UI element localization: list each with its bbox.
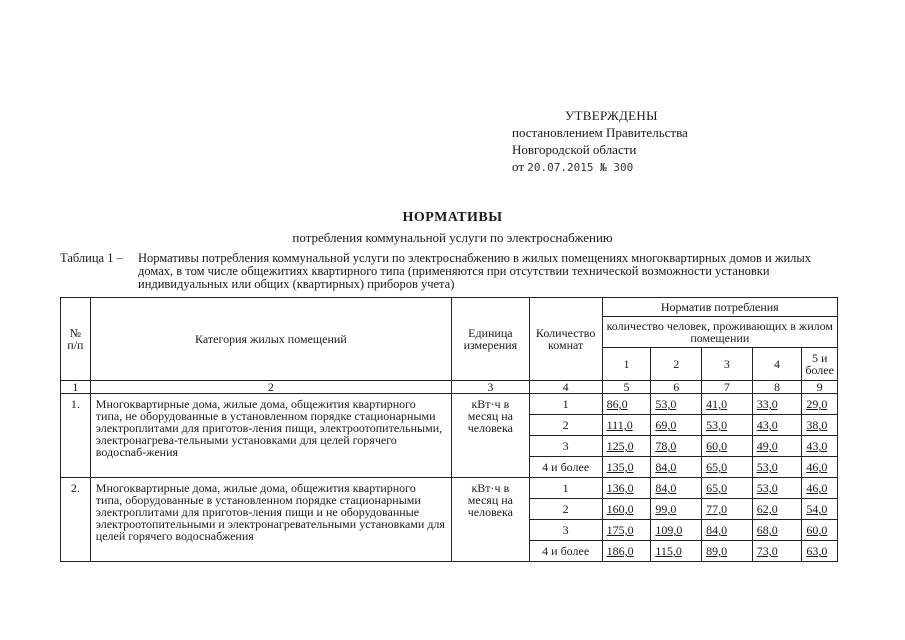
norm-value-cell: 63,0 [802,541,838,562]
norm-value-cell: 65,0 [702,478,753,499]
unit-cell: кВт·ч в месяц на человека [452,394,530,478]
norm-value-cell: 125,0 [602,436,651,457]
norm-value-cell: 109,0 [651,520,702,541]
norm-value-cell: 43,0 [802,436,838,457]
norms-table [60,297,838,562]
norm-value-cell: 53,0 [752,457,802,478]
rooms-cell: 2 [529,499,602,520]
column-number: 3 [452,381,530,394]
approval-from: от [512,159,525,174]
norm-value-cell: 49,0 [752,436,802,457]
norm-value-cell: 84,0 [651,457,702,478]
norm-value-cell: 33,0 [752,394,802,415]
unit-cell: кВт·ч в месяц на человека [452,478,530,562]
header-people-col: 4 [752,348,802,381]
column-number: 6 [651,381,702,394]
header-people-col: 3 [702,348,753,381]
norm-value-cell: 175,0 [602,520,651,541]
approval-date-number: 20.07.2015 № 300 [527,161,634,174]
norm-value-cell: 89,0 [702,541,753,562]
approval-line-region: Новгородской области [512,142,637,157]
norm-value-cell: 60,0 [802,520,838,541]
norm-value-cell: 29,0 [802,394,838,415]
norm-value-cell: 99,0 [651,499,702,520]
document-title: НОРМАТИВЫ [402,210,503,225]
norm-value-cell: 38,0 [802,415,838,436]
norm-value-cell: 41,0 [702,394,753,415]
rooms-cell: 2 [529,415,602,436]
table-caption-label: Таблица 1 – [60,251,123,265]
norm-value-cell: 46,0 [802,478,838,499]
table-row [61,478,838,499]
column-number: 8 [752,381,802,394]
norm-value-cell: 78,0 [651,436,702,457]
norm-value-cell: 77,0 [702,499,753,520]
norm-value-cell: 60,0 [702,436,753,457]
norm-value-cell: 69,0 [651,415,702,436]
norm-value-cell: 111,0 [602,415,651,436]
approval-line-government: постановлением Правительства [512,125,688,140]
rooms-cell: 1 [529,394,602,415]
header-people-col: 2 [651,348,702,381]
approval-date-line [512,158,688,176]
column-number: 4 [529,381,602,394]
approval-block [512,107,688,176]
norm-value-cell: 54,0 [802,499,838,520]
norm-value-cell: 62,0 [752,499,802,520]
rooms-cell: 4 и более [529,457,602,478]
category-cell: Многоквартирные дома, жилые дома, общежития квартирного типа, оборудованные в установленном порядке стационарными электроплитами для приготов-ления пищи и не оборудованные электроотопительными и электронагревательными установками для целей горячего водоснабжения [90,478,451,562]
norm-value-cell: 53,0 [752,478,802,499]
column-number: 7 [702,381,753,394]
row-number: 1. [61,394,91,478]
norm-value-cell: 53,0 [702,415,753,436]
norm-value-cell: 65,0 [702,457,753,478]
header-num: № п/п [61,298,91,381]
header-rooms: Количество комнат [529,298,602,381]
table-row [61,394,838,415]
norm-value-cell: 73,0 [752,541,802,562]
norm-value-cell: 86,0 [602,394,651,415]
document-subtitle: потребления коммунальной услуги по электроснабжению [292,230,613,245]
norm-value-cell: 160,0 [602,499,651,520]
column-number: 1 [61,381,91,394]
header-unit: Единица измерения [452,298,530,381]
category-cell: Многоквартирные дома, жилые дома, общежития квартирного типа, не оборудованные в установленном порядке стационарными электроплитами для приготов-ления пищи, электроотопительными, электронагрева-тельными установками для целей горячего водосnаб-жения [90,394,451,478]
norm-value-cell: 43,0 [752,415,802,436]
header-category: Категория жилых помещений [90,298,451,381]
header-norm: Норматив потребления [602,298,837,317]
table-caption-text: Нормативы потребления коммунальной услуги по электроснабжению в жилых помещениях многоквартирных домов и жилых домах, в том числе общежитиях квартирного типа (применяются при отсутствии технической возможности установки индивидуальных или общих (квартирных) приборов учета) [138,251,812,291]
row-number: 2. [61,478,91,562]
norm-value-cell: 68,0 [752,520,802,541]
column-number: 9 [802,381,838,394]
norm-value-cell: 46,0 [802,457,838,478]
norm-value-cell: 186,0 [602,541,651,562]
rooms-cell: 3 [529,520,602,541]
header-people: количество человек, проживающих в жилом помещении [602,317,837,348]
header-people-col: 1 [602,348,651,381]
rooms-cell: 3 [529,436,602,457]
norm-value-cell: 84,0 [651,478,702,499]
header-people-col: 5 и более [802,348,838,381]
norm-value-cell: 136,0 [602,478,651,499]
rooms-cell: 1 [529,478,602,499]
norm-value-cell: 84,0 [702,520,753,541]
column-number: 5 [602,381,651,394]
column-number: 2 [90,381,451,394]
approval-heading: УТВЕРЖДЕНЫ [565,108,658,123]
rooms-cell: 4 и более [529,541,602,562]
norm-value-cell: 135,0 [602,457,651,478]
norm-value-cell: 115,0 [651,541,702,562]
norm-value-cell: 53,0 [651,394,702,415]
